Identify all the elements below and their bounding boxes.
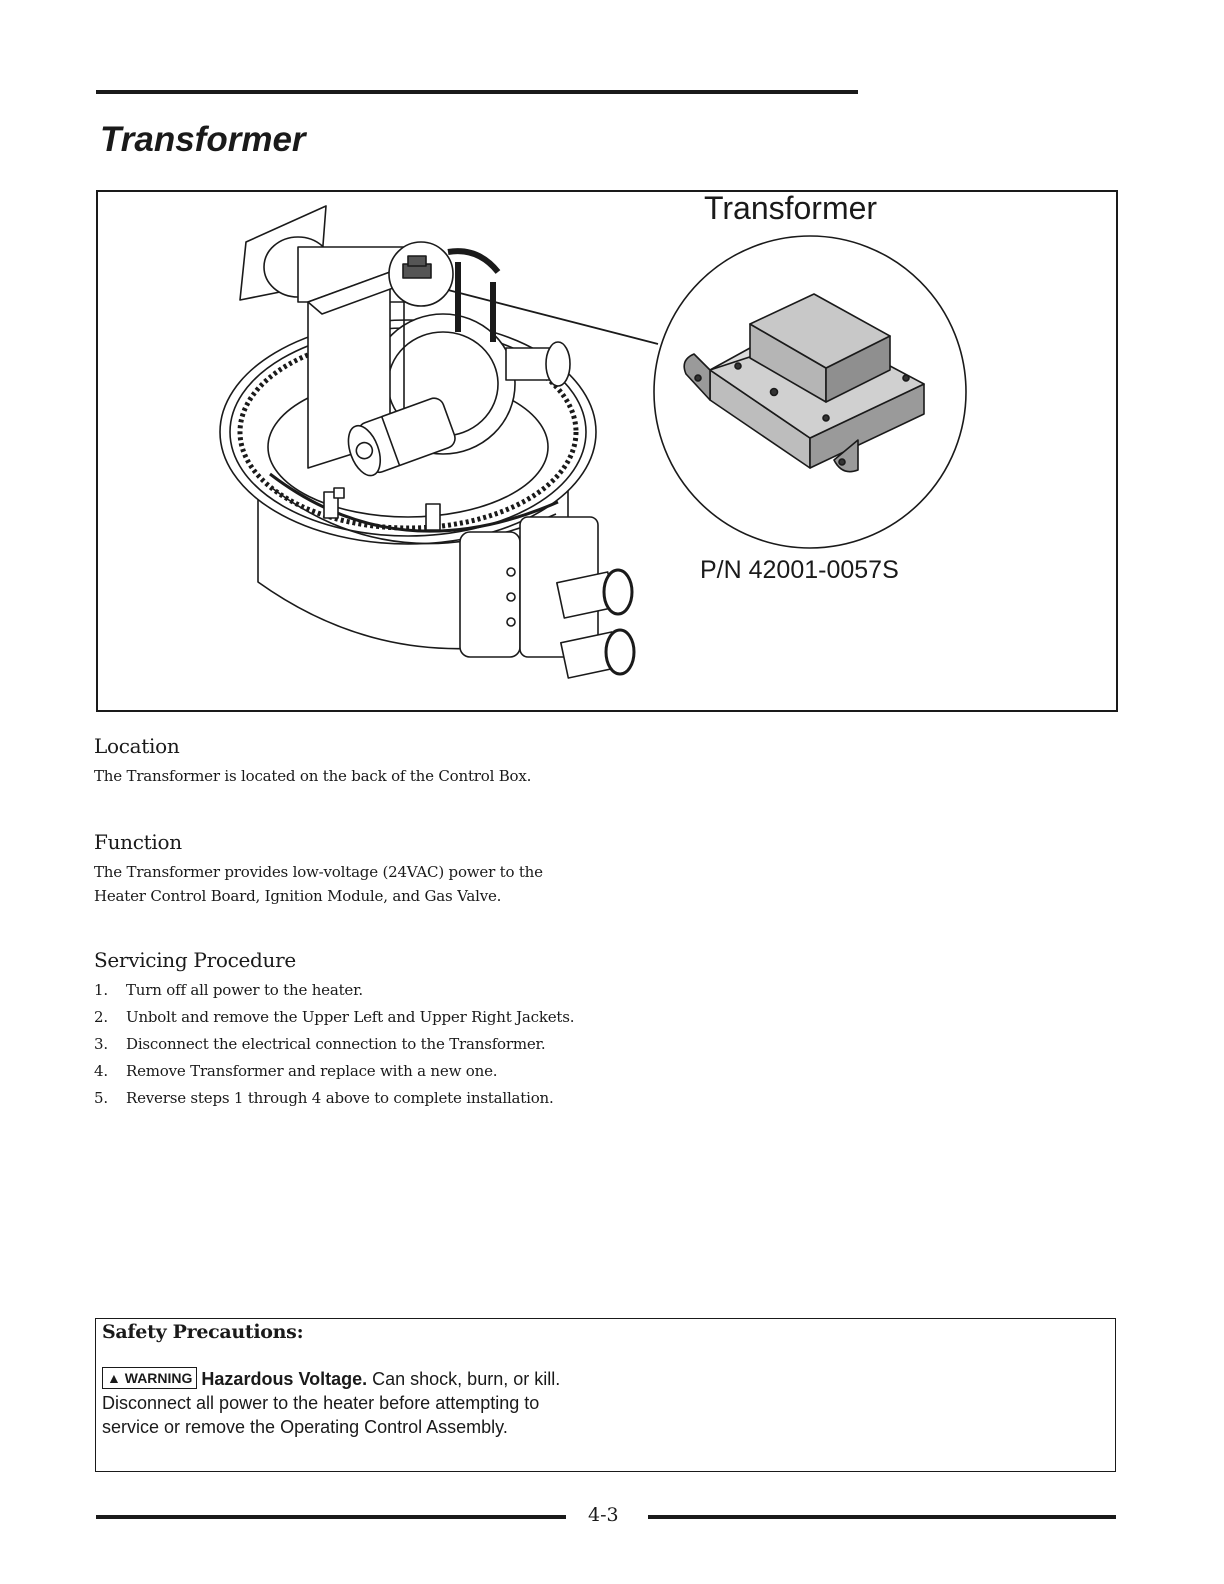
warning-label: WARNING: [124, 1370, 193, 1386]
safety-text: [102, 1367, 582, 1439]
step-number: 3.: [94, 1035, 108, 1053]
footer-rule-right: [648, 1515, 1116, 1519]
safety-precautions-box: [95, 1318, 1116, 1472]
step-text: Disconnect the electrical connection to the Transformer.: [126, 1035, 546, 1053]
page-number: 4-3: [588, 1504, 619, 1526]
safety-title: Safety Precautions:: [102, 1321, 304, 1343]
warning-triangle-icon: ▲: [107, 1370, 121, 1386]
step-item: [94, 978, 594, 1002]
hazard-text: Can shock, burn, or kill. Disconnect all power to the heater before attempting to service or remove the Operating Control Assembly.: [102, 1369, 561, 1437]
step-item: [94, 1059, 594, 1083]
servicing-steps: [94, 978, 594, 1113]
step-text: Remove Transformer and replace with a new one.: [126, 1062, 498, 1080]
step-number: 5.: [94, 1089, 108, 1107]
function-heading: Function: [94, 830, 182, 854]
function-text: The Transformer provides low-voltage (24VAC) power to the Heater Control Board, Ignition Module, and Gas Valve.: [94, 863, 543, 905]
hazard-lead: Hazardous Voltage.: [201, 1369, 368, 1389]
step-number: 4.: [94, 1062, 108, 1080]
footer-rule-left: [96, 1515, 566, 1519]
servicing-heading: Servicing Procedure: [94, 948, 296, 972]
step-item: [94, 1032, 594, 1056]
heater-illustration: [98, 192, 1116, 710]
location-heading: Location: [94, 734, 180, 758]
page-title: Transformer: [100, 120, 306, 159]
step-number: 2.: [94, 1008, 108, 1026]
step-text: Reverse steps 1 through 4 above to complete installation.: [126, 1089, 554, 1107]
step-text: Unbolt and remove the Upper Left and Upper Right Jackets.: [126, 1008, 575, 1026]
step-item: [94, 1086, 594, 1110]
step-item: [94, 1005, 594, 1029]
warning-badge: [102, 1367, 197, 1389]
part-number: P/N 42001-0057S: [700, 556, 899, 584]
location-text: The Transformer is located on the back of the Control Box.: [94, 767, 532, 785]
header-rule: [96, 90, 858, 94]
step-text: Turn off all power to the heater.: [126, 981, 363, 999]
callout-title: Transformer: [704, 190, 878, 226]
step-number: 1.: [94, 981, 108, 999]
transformer-figure: [96, 190, 1118, 712]
